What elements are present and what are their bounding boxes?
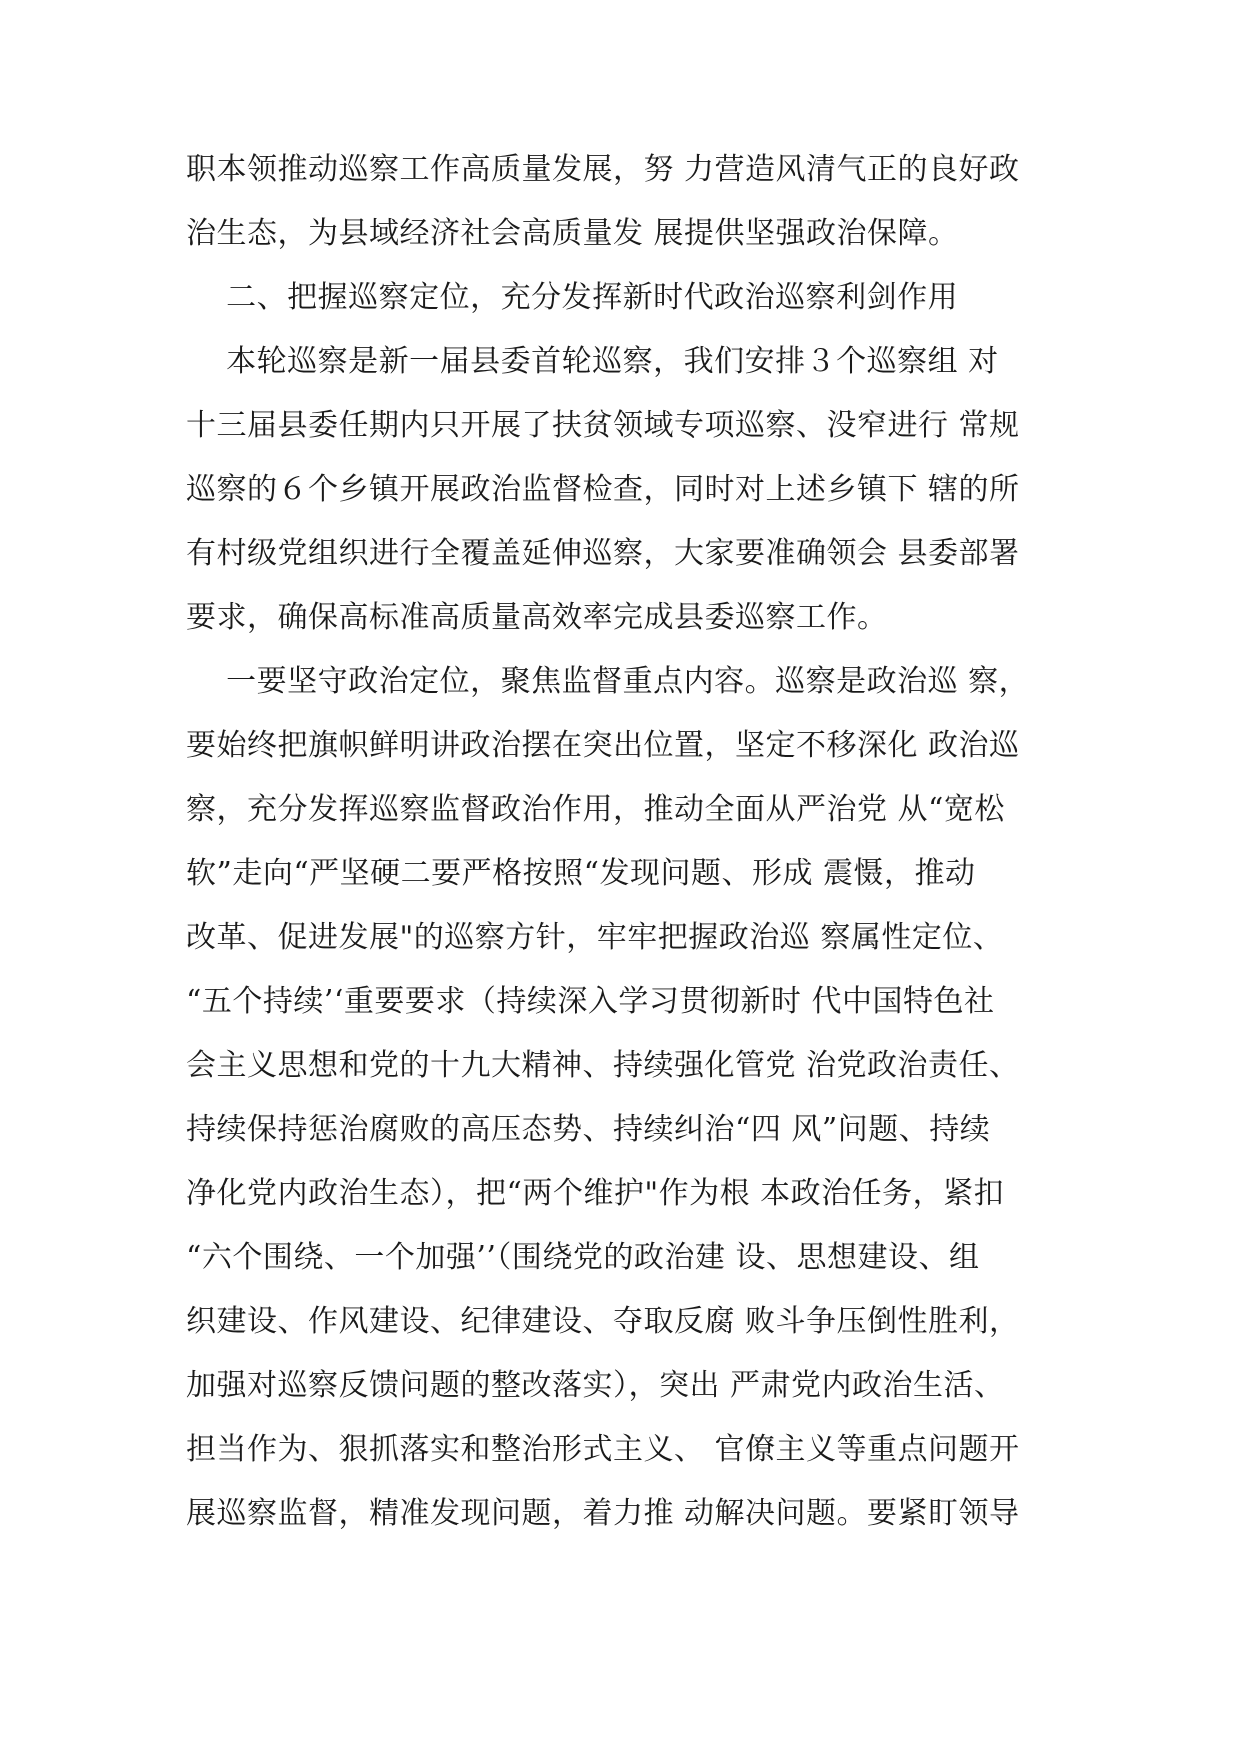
section-heading: 二、把握巡察定位，充分发挥新时代政治巡察利剑作用 bbox=[186, 280, 959, 315]
text-line: 软”走向“严坚硬二要严格按照“发现问题、形成 震慑，推动 bbox=[186, 856, 976, 891]
text-line: 担当作为、狠抓落实和整治形式主义、 官僚主义等重点问题开 bbox=[186, 1432, 1020, 1467]
text-line: 会主义思想和党的十九大精神、持续强化管党 治党政治责任、 bbox=[186, 1048, 1020, 1083]
text-line: 加强对巡察反馈问题的整改落实），突出 严肃党内政治生活、 bbox=[186, 1368, 1005, 1403]
text-line: 要始终把旗帜鲜明讲政治摆在突出位置，坚定不移深化 政治巡 bbox=[186, 728, 1020, 763]
text-line: 有村级党组织进行全覆盖延伸巡察，大家要准确领会 县委部署 bbox=[186, 536, 1020, 571]
text-line: 展巡察监督，精准发现问题，着力推 动解决问题。要紧盯领导 bbox=[186, 1496, 1020, 1531]
text-line: 净化党内政治生态），把“两个维护"作为根 本政治任务，紧扣 bbox=[186, 1176, 1005, 1211]
text-line: “六个围绕、一个加强’’（围绕党的政治建 设、思想建设、组 bbox=[186, 1240, 980, 1275]
text-line: 治生态，为县域经济社会高质量发 展提供坚强政治保障。 bbox=[186, 216, 959, 251]
text-line: 织建设、作风建设、纪律建设、夺取反腐 败斗争压倒性胜利， bbox=[186, 1304, 1020, 1339]
text-line: 改革、促进发展"的巡察方针，牢牢把握政治巡 察属性定位、 bbox=[186, 920, 1004, 955]
text-line: 要求，确保高标准高质量高效率完成县委巡察工作。 bbox=[186, 600, 888, 635]
text-line: 察，充分发挥巡察监督政治作用，推动全面从严治党 从“宽松 bbox=[186, 792, 1005, 827]
text-line: 本轮巡察是新一届县委首轮巡察，我们安排３个巡察组 对 bbox=[186, 344, 999, 379]
text-line: 十三届县委任期内只开展了扶贫领域专项巡察、没窄进行 常规 bbox=[186, 408, 1020, 443]
text-line: “五个持续’‘重要要求（持续深入学习贯彻新时 代中国特色社 bbox=[186, 984, 995, 1019]
text-line: 职本领推动巡察工作高质量发展，努 力营造风清气正的良好政 bbox=[186, 152, 1020, 187]
text-line: 持续保持惩治腐败的高压态势、持续纠治“四 风”问题、持续 bbox=[186, 1112, 991, 1147]
text-line: 巡察的６个乡镇开展政治监督检查，同时对上述乡镇下 辖的所 bbox=[186, 472, 1020, 507]
text-line: 一要坚守政治定位，聚焦监督重点内容。巡察是政治巡 察， bbox=[186, 664, 1030, 699]
body-text bbox=[186, 138, 1086, 1546]
